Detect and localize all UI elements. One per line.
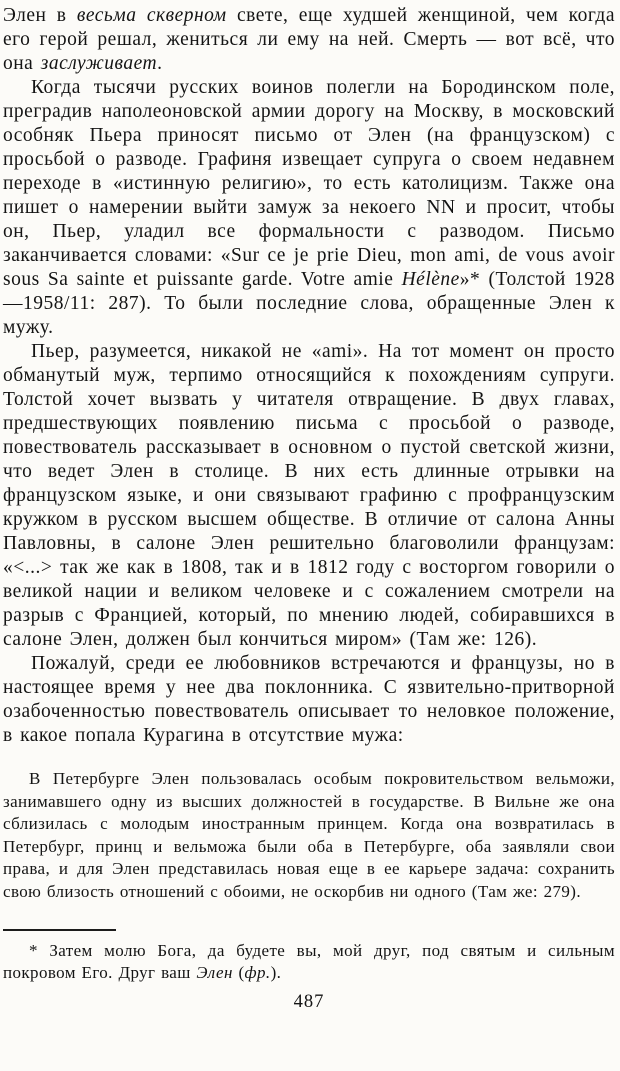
- block-quote: [3, 768, 615, 903]
- text-run: .: [157, 53, 163, 74]
- main-text: [3, 4, 615, 748]
- text-run: »* (Толстой 1928—1958/11: 287). То были последние слова, обращенные Элен к мужу.: [3, 269, 615, 338]
- paragraph-4: [3, 652, 615, 748]
- footnote-separator: [3, 929, 116, 931]
- italic-text: фр.: [244, 963, 271, 982]
- italic-text: весьма скверном: [76, 5, 227, 26]
- text-run: Когда тысячи русских воинов полегли на Бородинском поле, преградив наполеоновской армии дорогу на Москву, в московский особняк Пьера приносят письмо от Элен (на французском) с просьбой о разводе. Графиня извещает супруга о своем недавнем переходе в «истинную религию», то есть католицизм. Также она пишет о намерении выйти замуж за некоего NN и просит, чтобы он, Пьер, уладил все формальности с разводом. Письмо заканчивается словами: «Sur ce je prie Dieu, mon ami, de vous avoir sous Sa sainte et puissante garde. Votre amie: [3, 77, 615, 290]
- text-run: (: [232, 963, 245, 982]
- text-run: Элен в: [3, 5, 77, 26]
- text-run: В Петербурге Элен пользовалась особым покровительством вельможи, занимавшего одну из высших должностей в государстве. В Вильне же она сблизилась с молодым иностранным принцем. Когда она возвратилась в Петербург, принц и вельможа были оба в Петербурге, оба заявляли свои права, и для Элен представилась новая еще в ее карьере задача: сохранить свою близость отношений с обоими, не оскорбив ни одного (Там же: 279).: [3, 769, 615, 901]
- text-run: Пьер, разумеется, никакой не «ami». На тот момент он просто обманутый муж, терпимо относящийся к похождениям супруги. Толстой хочет вызвать у читателя отвращение. В двух главах, предшествующих появлению письма с просьбой о разводе, повествователь рассказывает в основном о пустой светской жизни, что ведет Элен в столице. В них есть длинные отрывки на французском языке, и они связывают графиню с профранцузским кружком в русском высшем обществе. В отличие от салона Анны Павловны, в салоне Элен решительно благоволили французам: «<...> так же как в 1808, так и в 1812 году с восторгом говорили о великой нации и великом человеке и с сожалением смотрели на разрыв с Францией, который, по мнению людей, собиравшихся в салоне Элен, должен был кончиться миром» (Там же: 126).: [3, 341, 615, 650]
- italic-text: заслуживает: [40, 53, 158, 74]
- text-run: свете, еще худшей женщиной, чем когда его герой решал, жениться ли ему на ней. Смерть — вот всё, что она: [3, 5, 616, 74]
- page-number: 487: [293, 992, 325, 1012]
- paragraph-1: [3, 4, 615, 76]
- italic-text: Элен: [196, 963, 233, 982]
- text-run: ).: [270, 963, 282, 982]
- italic-text: Hélène: [401, 269, 460, 290]
- text-run: Пожалуй, среди ее любовников встречаются и французы, но в настоящее время у нее два поклонника. С язвительно-притворной озабоченностью повествователь описывает то неловкое положение, в какое попала Курагина в отсутствие мужа:: [3, 653, 615, 746]
- paragraph-2: [3, 76, 615, 340]
- footnote: [3, 940, 615, 984]
- paragraph-3: [3, 340, 615, 652]
- text-run: * Затем молю Бога, да будете вы, мой друг, под святым и сильным покровом Его. Друг ваш: [3, 941, 615, 982]
